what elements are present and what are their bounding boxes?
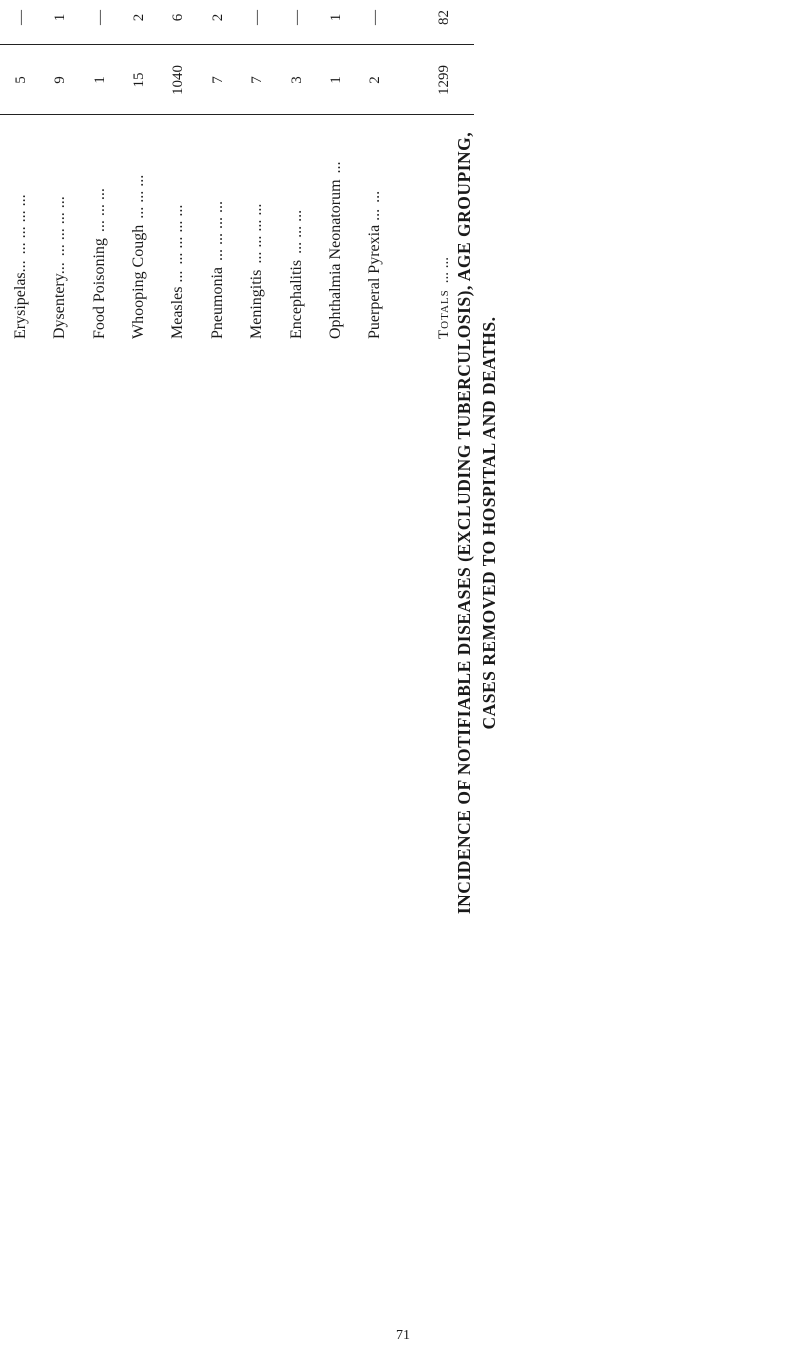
leader-dots: ... ... ...	[129, 174, 147, 219]
age-cell: 6	[159, 0, 198, 45]
table-row	[237, 0, 276, 345]
age-cell: 2	[119, 0, 158, 45]
all-ages-cell: 15	[119, 45, 158, 115]
disease-name	[356, 115, 395, 345]
disease-name	[1, 115, 40, 345]
disease-name	[198, 115, 237, 345]
rotated-table-wrapper	[0, 0, 801, 345]
leader-dots: ... ...	[435, 257, 452, 284]
name-text: Food Poisoning	[90, 238, 108, 339]
name-text: Ophthalmia Neonatorum	[326, 179, 344, 339]
disease-name	[40, 115, 79, 345]
disease-name	[159, 115, 198, 345]
all-ages-cell: 1299	[395, 45, 474, 115]
name-text: Puerperal Pyrexia ...	[366, 208, 384, 339]
disease-name	[80, 115, 119, 345]
age-cell: 82	[395, 0, 474, 45]
name-text: Encephalitis	[287, 259, 305, 339]
table-row	[198, 0, 237, 345]
name-text: Totals	[435, 289, 452, 339]
name-text: Meningitis	[248, 269, 266, 339]
leader-dots: ... ... ... ...	[51, 196, 69, 257]
leader-dots: ... ... ... ...	[208, 201, 226, 261]
disease-name	[316, 115, 355, 345]
name-text: Pneumonia	[208, 267, 226, 339]
totals-label	[395, 115, 474, 345]
table-row	[1, 0, 40, 345]
table-row	[119, 0, 158, 345]
name-text: Whooping Cough	[129, 224, 147, 339]
all-ages-cell: 5	[1, 45, 40, 115]
table-row	[80, 0, 119, 345]
age-cell: 1	[316, 0, 355, 45]
table-row	[159, 0, 198, 345]
name-text: Dysentery...	[51, 262, 69, 339]
table-row	[40, 0, 79, 345]
title-line-2: CASES REMOVED TO HOSPITAL AND DEATHS.	[479, 316, 499, 730]
leader-dots: ... ... ...	[90, 188, 108, 233]
all-ages-cell: 1	[80, 45, 119, 115]
age-cell: —	[1, 0, 40, 45]
all-ages-cell: 1	[316, 45, 355, 115]
leader-dots: ... ... ...	[287, 209, 305, 254]
leader-dots: ... ... ... ...	[248, 203, 266, 264]
all-ages-cell: 1040	[159, 45, 198, 115]
all-ages-cell: 2	[356, 45, 395, 115]
age-cell: —	[277, 0, 316, 45]
all-ages-cell: 7	[198, 45, 237, 115]
age-cell: 2	[198, 0, 237, 45]
disease-name	[237, 115, 276, 345]
page-number: 71	[396, 1328, 410, 1343]
table-row	[356, 0, 395, 345]
title-line-1: INCIDENCE OF NOTIFIABLE DISEASES (EXCLUDING TUBERCULOSIS), AGE GROUPING,	[454, 131, 474, 915]
all-ages-cell: 9	[40, 45, 79, 115]
age-cell: —	[80, 0, 119, 45]
disease-name	[277, 115, 316, 345]
leader-dots: ...	[326, 161, 344, 174]
totals-row	[395, 0, 474, 345]
all-ages-cell: 7	[237, 45, 276, 115]
age-cell: 1	[40, 0, 79, 45]
age-cell: —	[237, 0, 276, 45]
all-ages-cell: 3	[277, 45, 316, 115]
table-row	[316, 0, 355, 345]
age-cell: —	[356, 0, 395, 45]
leader-dots: ... ... ... ...	[169, 204, 187, 265]
notifiable-diseases-table	[0, 0, 474, 345]
name-text: Erysipelas...	[11, 260, 29, 339]
leader-dots: ...	[366, 190, 384, 203]
name-text: Measles ...	[169, 270, 187, 339]
disease-name	[119, 115, 158, 345]
leader-dots: ... ... ... ...	[11, 194, 29, 255]
table-row	[277, 0, 316, 345]
